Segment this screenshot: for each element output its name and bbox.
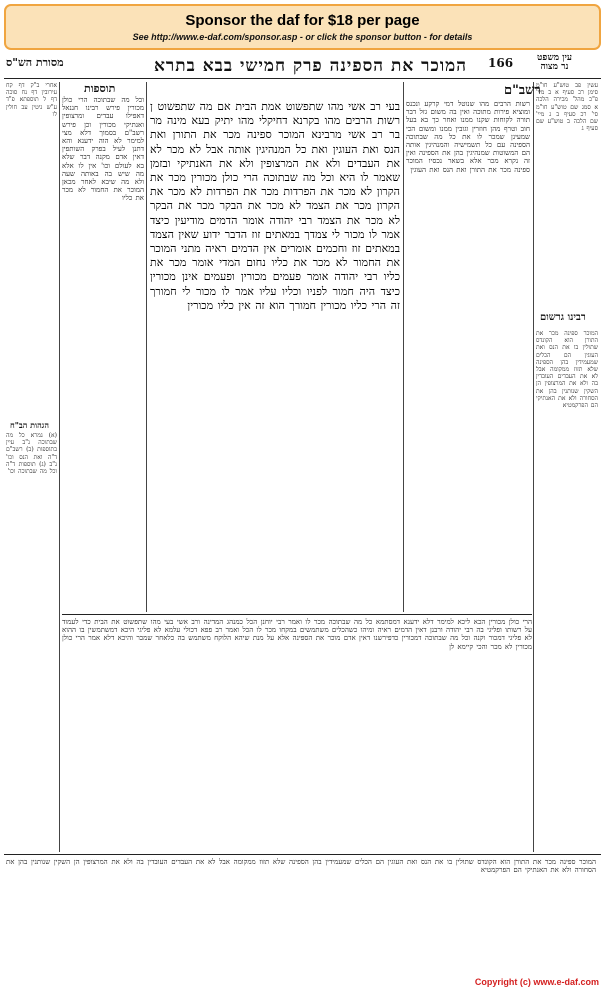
- hagahot-text: (א) גמרא כל מה שבתוכה נ"ב עיין בתוספות (ב) רשב"ם ד"ה ואת הנס וכו' נ"ב (ג) תוספות ד"ה וכל מה שבתוכה וכו': [6, 432, 57, 476]
- rashbam-text: רשות הרבים מהו שנוטל דמי קרקע ונכנס ומוציא פירות מתוכה ואין בה משום גזל דבר תורה לקוחות שקנו ממנו ואחר כך בא בעל חוב וטרף מהן חוזרין וגובין ממנו ומשום הכי שמעינן שמכר לו את כל מה שבתוכה הספינה עם כל תשמישיה והמנהיגין אותה הם המשוטות שמנהיגין בהן את הספינה ואין זה נקרא מכר אלא בשאר נכסיו המוכר ספינה מכר את התורן ואת הנס ואת העוגין: [406, 100, 530, 174]
- column-divider-right: [533, 82, 534, 852]
- header-rule: [4, 78, 601, 79]
- header-ein-mishpat: [537, 54, 572, 72]
- bottom-notes-text: המוכר ספינה מכר את התורן הוא הקונדס שתולין בו את הנס ואת העוגין הם הכלים שמעמידין בהן הספינה שלא תזוז ממקומה אבל לא את העבדים העובדין בה ולא את המרצופין הן השקין שנותנין בהן את הסחורה ולא את האנתיקי הם הפרקמטיא: [6, 858, 596, 875]
- margin-ein-mishpat-text: עשין פב טוש"ע חו"מ סימן רכ סעיף א ב מיי' פ"כ מהל' מכירה הלכה א סמג שם טוש"ע חו"מ סי' רכ סעיף ב ג מיי' שם הלכה ב טוש"ע שם סעיף ג: [536, 82, 598, 133]
- lower-commentary-text: הרי כולן מכורין הכא ליכא למימר דלא ידענא דמסתמא כל מה שבתוכה מכר לו ואמר רבי יוחנן הכל כמנהג המדינה ורב אשי בעי מהו שתפשוט את הבית כדי לעמוד על רשותו ופליגי בה רבי יהודה ורבנן דאין הדמים ראיה ומיהו כשהכלים משתמשים במקחו מכר לו הכל ואמר רב פפא דכולי עלמא לא פליגי היכא דמשתמשין בו ההוא לא פליגי דמכור וקנה וכל מה שבתוכה דמכורין כדפירשנו דאין אדם מוכר את הספינה אלא על מנת שיהא הלוקח משתמש בה כלאחר שמכר והיכא דלא אמר הרי כולן מכורין לא מכר והכי קיימא לן: [62, 618, 532, 651]
- commentary-rule: [62, 614, 532, 615]
- header-page-number: 166: [488, 56, 514, 70]
- gemara-main-text: בעי רב אשי מהו שתפשוט אמת הבית אם מה שתפשוט ן רשות הרבים מהו בקרנא דחיקלי מהו יתיק בעא מינה מר בר רב אשי מרבינא המוכר ספינה מכר את התורן ואת הנס ואת העוגין ואת כל המנהיגין אותה אבל לא מכר לא את העבדים ולא את המרצופין ולא את האנתיקי ובזמן שאמר לו היא וכל מה שבתוכה הרי כולן מכורין מכר את הקרון לא מכר את הפרדות מכר את הפרדות לא מכר את הקרון מכר את הצמד לא מכר את הבקר מכר את הבקר לא מכר את הצמד רבי יהודה אומר הדמים מודיעין כיצד אמר לו מכור לי צמדך במאתים זוז הדבר ידוע שאין הצמד במאתים זוז וחכמים אומרים אין הדמים ראיה מתני המוכר את החמור לא מכר את כליו נחום המדי אומר מכר את כליו רבי יהודה אומר פעמים מכורין ופעמים אינן מכורין כיצד היה חמור לפניו וכליו עליו אמר לו מכור לי חמורך זה הרי כליו מכורין חמורך הוא זה אין כליו מכורין: [150, 100, 400, 312]
- tosafot-text: וכל מה שבתוכה הרי כולן מכורין פירש רבינו חננאל דאפילו עבדים ומרצופין ואנתיקי מכורין וכן פירש רשב"ם בסמוך דלא מצי למימר לא הוה ידענא והא דתנן לעיל בפרק השותפין דאין אדם מקנה דבר שלא בא לעולם וכו' אין לו אלא מה שיש בה באותה שעה ולא מה שיבא לאחר מכאן המוכר את החמור לא מכר את כליו: [62, 96, 144, 203]
- column-divider-left: [59, 82, 60, 852]
- talmud-page: [4, 52, 601, 972]
- header-ein-mishpat-line1: עין משפט: [537, 53, 572, 63]
- sponsor-banner[interactable]: [4, 4, 601, 50]
- rabbeinu-gershom-text: המוכר ספינה מכר את התורן הוא הקונדס שתולין בו את הנס ואת העוגין הם הכלים שמעמידין בהן הספינה שלא תזוז ממקומה אבל לא את העבדים העובדין בה ולא את המרצופין הן השקין שנותנין בהן את הסחורה ולא את האנתיקי הם הפרקמטיא: [536, 330, 598, 410]
- copyright-link[interactable]: Copyright (c) www.e-daf.com: [474, 977, 599, 987]
- bottom-rule: [4, 854, 601, 855]
- rashbam-label: רשב"ם: [504, 83, 541, 98]
- sponsor-subtitle[interactable]: See http://www.e-daf.com/sponsor.asp - or click the sponsor button - for details: [132, 32, 473, 42]
- margin-masoret-text: אחרי ב"ק דף קח עירובין דף נח סוכה דף ל תוספתא פ"ד ע"ש גיטין עב חולין לו: [6, 82, 57, 118]
- tosafot-label: תוספות: [84, 82, 116, 95]
- header-masoret-hashas: מסורת הש"ס: [6, 56, 64, 69]
- column-divider-mid-right: [403, 82, 404, 612]
- header-chapter-title: המוכר את הספינה פרק חמישי בבא בתרא: [154, 56, 468, 76]
- header-ein-mishpat-line2: נר מצוה: [540, 62, 569, 72]
- column-divider-mid-left: [146, 82, 147, 612]
- rabbeinu-gershom-label: רבינו גרשום: [540, 312, 586, 323]
- sponsor-title[interactable]: Sponsor the daf for $18 per page: [185, 12, 420, 29]
- hagahot-label: הגהות הב"ח: [10, 420, 49, 430]
